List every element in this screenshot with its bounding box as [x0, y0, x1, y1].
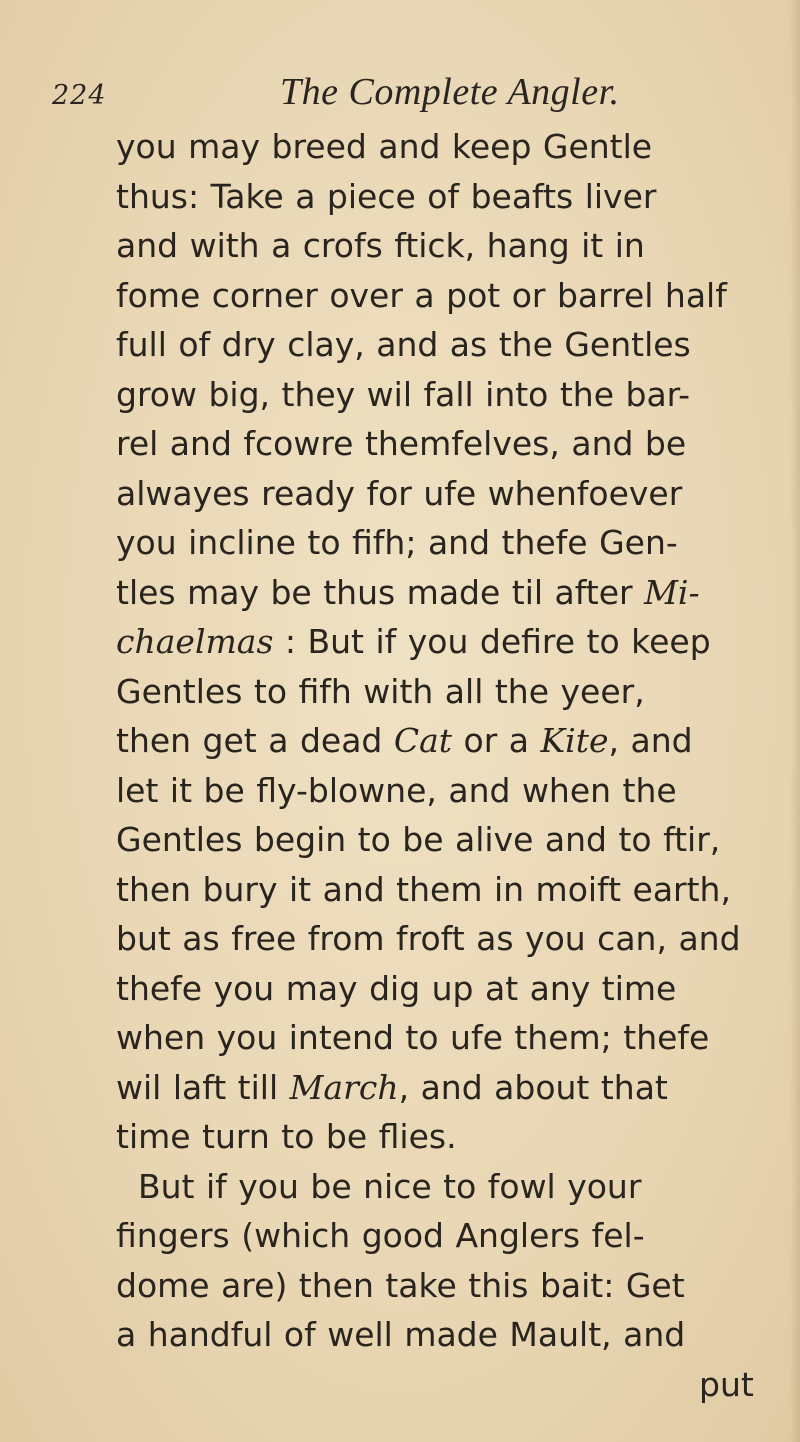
- text-segment: rel and fcowre themfelves, and be: [116, 424, 687, 463]
- text-segment: a handful of well made Mault, and: [116, 1315, 686, 1354]
- text-line: [116, 122, 796, 172]
- text-line: [116, 766, 796, 816]
- text-segment: time turn to be flies.: [116, 1117, 457, 1156]
- catchword-text: put: [699, 1364, 754, 1404]
- text-line: [116, 1013, 796, 1063]
- text-line: [116, 271, 796, 321]
- text-segment: Gentles to fifh with all the yeer,: [116, 671, 645, 711]
- text-segment: or a: [452, 721, 541, 760]
- text-line: [116, 865, 796, 915]
- text-segment: grow big, they wil fall into the bar-: [116, 374, 691, 414]
- text-line: [116, 815, 796, 865]
- text-segment: but as free from froft as you can, and: [116, 919, 741, 958]
- text-segment: But if you be nice to fowl your: [138, 1166, 642, 1206]
- text-line: [116, 1063, 796, 1113]
- page-header: [52, 68, 772, 118]
- text-segment: , and about that: [398, 1067, 668, 1107]
- text-segment: Gentles begin to be alive and to ftir,: [116, 820, 721, 859]
- text-segment: dome are) then take this bait: Get: [116, 1265, 685, 1305]
- text-line: [116, 221, 796, 271]
- text-line: [116, 914, 796, 964]
- text-segment: wil laft till: [116, 1067, 290, 1107]
- text-segment: fome corner over a pot or barrel half: [116, 275, 727, 315]
- text-segment: then get a dead: [116, 721, 394, 760]
- italic-text-segment: Cat: [393, 721, 453, 760]
- text-line: [116, 964, 796, 1014]
- text-segment: you may breed and keep Gentle: [116, 127, 653, 166]
- text-line: [116, 1112, 796, 1162]
- text-segment: let it be fly-blowne, and when the: [116, 770, 677, 810]
- text-segment: alwayes ready for ufe whenfoever: [116, 473, 683, 513]
- text-line: [116, 1310, 796, 1360]
- text-line: [116, 469, 796, 519]
- italic-text-segment: Mi-: [644, 572, 700, 612]
- text-line: [116, 1261, 796, 1311]
- text-segment: : But if you defire to keep: [273, 622, 711, 661]
- text-line: [116, 518, 796, 568]
- text-line: [116, 172, 796, 222]
- text-segment: when you intend to ufe them; thefe: [116, 1018, 710, 1057]
- text-segment: thefe you may dig up at any time: [116, 968, 677, 1008]
- text-line: [116, 320, 796, 370]
- body-text: [116, 122, 796, 1409]
- running-title: The Complete Angler.: [280, 71, 620, 113]
- page-number: 224: [52, 80, 107, 111]
- text-line: [116, 568, 796, 618]
- catchword: [116, 1360, 796, 1410]
- italic-text-segment: March: [289, 1067, 399, 1107]
- text-line: [116, 419, 796, 469]
- text-segment: then bury it and them in moift earth,: [116, 869, 731, 909]
- text-line: [116, 716, 796, 766]
- text-segment: tles may be thus made til after: [116, 572, 645, 612]
- text-line: [116, 617, 796, 667]
- text-segment: full of dry clay, and as the Gentles: [116, 325, 691, 364]
- text-segment: and with a crofs ftick, hang it in: [116, 226, 645, 265]
- paragraph-start-line: [116, 1162, 796, 1212]
- italic-text-segment: chaelmas: [116, 622, 274, 661]
- text-segment: thus: Take a piece of beafts liver: [116, 176, 657, 216]
- text-line: [116, 1211, 796, 1261]
- text-line: [116, 667, 796, 717]
- text-line: [116, 370, 796, 420]
- text-segment: fingers (which good Anglers fel-: [116, 1216, 645, 1255]
- italic-text-segment: Kite: [540, 721, 609, 760]
- text-segment: you incline to fifh; and thefe Gen-: [116, 523, 678, 562]
- text-segment: , and: [608, 721, 693, 760]
